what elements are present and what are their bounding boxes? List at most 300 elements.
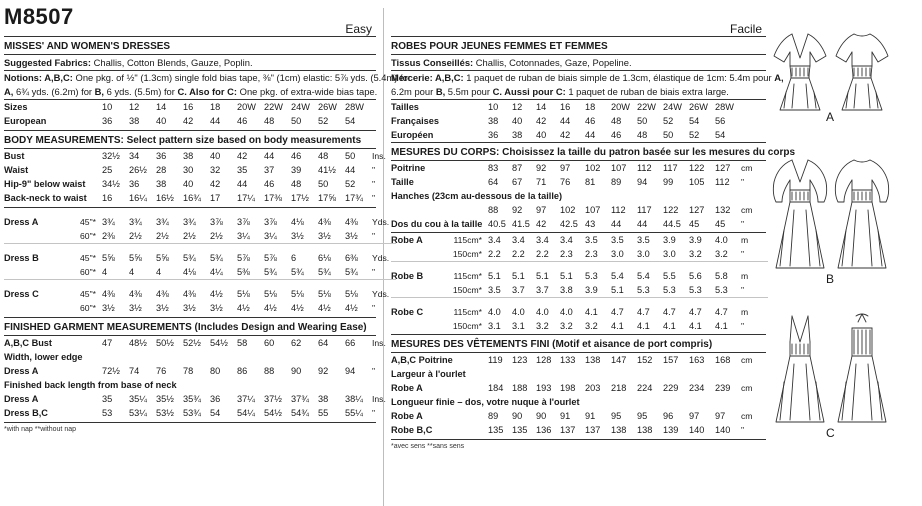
fabric-width: 60"* bbox=[80, 303, 96, 313]
value-cell: 35 bbox=[102, 394, 113, 404]
value-cell: 5.3 bbox=[689, 283, 715, 298]
value-cell: 5⅛ bbox=[291, 289, 304, 299]
value-cell: 4.1 bbox=[715, 321, 728, 331]
row-label: Françaises bbox=[391, 116, 440, 126]
value-cell: 40 bbox=[156, 116, 167, 126]
row-label: Finished back length from base of neck bbox=[4, 380, 177, 390]
table-row bbox=[391, 203, 768, 217]
table-row bbox=[4, 100, 396, 114]
row-label: Robe A bbox=[391, 235, 423, 245]
value-cell: 50 bbox=[345, 151, 356, 161]
rule bbox=[4, 54, 376, 55]
dress-sketch-svg bbox=[770, 30, 918, 506]
notions-line-1 bbox=[391, 71, 784, 85]
value-cell: 14 bbox=[536, 102, 547, 112]
value-cell: 4⅜ bbox=[156, 289, 169, 299]
value-cell: 64 bbox=[488, 177, 499, 187]
finished-measurements-table bbox=[4, 336, 396, 420]
value-cell: 53½ bbox=[156, 408, 174, 418]
value-cell: 4½ bbox=[210, 289, 223, 299]
size-table bbox=[391, 100, 768, 142]
row-label: Poitrine bbox=[391, 163, 426, 173]
value-cell: 5¾ bbox=[183, 253, 196, 263]
value-cell: 44 bbox=[345, 165, 356, 175]
fabrics-line bbox=[391, 56, 766, 70]
value-cell: 3.2 bbox=[585, 321, 598, 331]
value-cell: 80 bbox=[210, 366, 221, 376]
value-cell: 4.7 bbox=[611, 307, 624, 317]
unit-cell: Ins. bbox=[372, 338, 386, 348]
value-cell: 6⅛ bbox=[318, 253, 331, 263]
size-table bbox=[4, 100, 396, 128]
unit-cell: m bbox=[741, 271, 749, 281]
value-cell: 26W bbox=[689, 102, 708, 112]
value-cell: 127 bbox=[715, 163, 731, 173]
value-cell: 137 bbox=[585, 425, 601, 435]
value-cell: 62 bbox=[291, 338, 302, 348]
table-row bbox=[391, 409, 768, 423]
row-label: Dress A bbox=[4, 366, 39, 376]
value-cell: 28 bbox=[156, 165, 167, 175]
table-row bbox=[4, 350, 396, 364]
value-cell: 71 bbox=[536, 177, 547, 187]
value-cell: 48 bbox=[637, 130, 648, 140]
dress-b-front-sketch bbox=[773, 160, 826, 268]
value-cell: 5.6 bbox=[689, 271, 702, 281]
value-cell: 66 bbox=[345, 338, 356, 348]
value-cell: 20W bbox=[237, 102, 256, 112]
value-cell: 4¼ bbox=[210, 265, 237, 280]
view-b-label: B bbox=[826, 272, 835, 286]
notions-label: Mercerie: A,B,C: bbox=[391, 72, 464, 83]
value-cell: 184 bbox=[488, 383, 504, 393]
value-cell: 92 bbox=[318, 366, 329, 376]
table-row bbox=[391, 319, 768, 333]
value-cell: 168 bbox=[715, 355, 731, 365]
value-cell: 3⅞ bbox=[237, 217, 250, 227]
unit-cell: Ins. bbox=[372, 151, 386, 161]
value-cell: 92 bbox=[536, 163, 547, 173]
unit-cell: " bbox=[741, 321, 745, 331]
value-cell: 3.5 bbox=[637, 235, 650, 245]
spacer-row bbox=[4, 280, 396, 288]
value-cell: 22W bbox=[637, 102, 656, 112]
value-cell: 5⅝ bbox=[129, 253, 142, 263]
value-cell: 52 bbox=[318, 116, 329, 126]
notions-text: 5.5m pour bbox=[445, 86, 493, 97]
spacer-cell bbox=[4, 244, 396, 252]
value-cell: 41.5 bbox=[512, 219, 530, 229]
rule bbox=[391, 334, 766, 335]
value-cell: 4.7 bbox=[663, 307, 676, 317]
value-cell: 43 bbox=[585, 219, 596, 229]
fabric-width: 45"* bbox=[80, 217, 96, 227]
unit-cell: cm bbox=[741, 355, 753, 365]
table-row bbox=[4, 229, 396, 244]
value-cell: 5⅛ bbox=[264, 289, 277, 299]
value-cell: 5¾ bbox=[210, 253, 223, 263]
value-cell: 138 bbox=[637, 425, 653, 435]
row-label bbox=[4, 229, 66, 244]
table-row bbox=[4, 336, 396, 350]
value-cell: 41½ bbox=[318, 165, 336, 175]
notions-label: Notions: A,B,C: bbox=[4, 72, 73, 83]
row-label: Taille bbox=[391, 177, 414, 187]
value-cell: 5.3 bbox=[637, 283, 663, 298]
value-cell: 52½ bbox=[183, 338, 201, 348]
value-cell: 53 bbox=[102, 408, 113, 418]
value-cell: 3¾ bbox=[129, 217, 142, 227]
value-cell: 3.4 bbox=[488, 235, 501, 245]
notions-text: 6.2m pour bbox=[391, 86, 436, 97]
value-cell: 55 bbox=[318, 408, 329, 418]
value-cell: 4.7 bbox=[637, 307, 650, 317]
body-measurements-table bbox=[391, 161, 768, 231]
value-cell: 123 bbox=[512, 355, 528, 365]
value-cell: 198 bbox=[560, 383, 576, 393]
row-label: Back-neck to waist bbox=[4, 193, 87, 203]
value-cell: 76 bbox=[156, 366, 167, 376]
value-cell: 40 bbox=[210, 151, 221, 161]
dress-a-back-sketch bbox=[836, 34, 888, 110]
value-cell: 17⅜ bbox=[264, 193, 282, 203]
value-cell: 3.5 bbox=[611, 235, 624, 245]
value-cell: 5¾ bbox=[264, 265, 291, 280]
unit-cell: cm bbox=[741, 383, 753, 393]
value-cell: 135 bbox=[488, 425, 504, 435]
row-label: Robe C bbox=[391, 307, 424, 317]
value-cell: 127 bbox=[689, 205, 705, 215]
value-cell: 38 bbox=[488, 116, 499, 126]
value-cell: 44 bbox=[637, 219, 648, 229]
value-cell: 102 bbox=[585, 163, 601, 173]
value-cell: 18 bbox=[585, 102, 596, 112]
row-label: Tailles bbox=[391, 102, 419, 112]
value-cell: 52 bbox=[689, 130, 700, 140]
value-cell: 42 bbox=[560, 130, 571, 140]
value-cell: 3.9 bbox=[689, 235, 702, 245]
value-cell: 107 bbox=[611, 163, 627, 173]
value-cell: 35 bbox=[237, 165, 248, 175]
value-cell: 2½ bbox=[183, 229, 210, 244]
spacer-cell bbox=[4, 280, 396, 288]
value-cell: 44.5 bbox=[663, 219, 681, 229]
value-cell: 5.1 bbox=[611, 283, 637, 298]
fabric-width: 150cm* bbox=[443, 247, 488, 262]
value-cell: 20W bbox=[611, 102, 630, 112]
unit-cell: " bbox=[372, 193, 376, 203]
table-row bbox=[391, 367, 768, 381]
table-row bbox=[4, 177, 396, 191]
fabrics-value: Challis, Cotonnades, Gaze, Popeline. bbox=[473, 57, 632, 68]
value-cell: 4.0 bbox=[715, 235, 728, 245]
value-cell: 94 bbox=[345, 366, 356, 376]
value-cell: 38 bbox=[183, 151, 194, 161]
value-cell: 128 bbox=[536, 355, 552, 365]
value-cell: 42 bbox=[183, 116, 194, 126]
value-cell: 133 bbox=[560, 355, 576, 365]
value-cell: 91 bbox=[560, 411, 571, 421]
value-cell: 3¼ bbox=[264, 229, 291, 244]
spacer-row bbox=[4, 244, 396, 252]
value-cell: 4⅛ bbox=[183, 265, 210, 280]
value-cell: 97 bbox=[715, 411, 726, 421]
row-label bbox=[391, 247, 443, 262]
value-cell: 38 bbox=[156, 179, 167, 189]
notions-bold: C. Aussi pour C: bbox=[492, 86, 566, 97]
value-cell: 24W bbox=[291, 102, 310, 112]
unit-cell: cm bbox=[741, 205, 753, 215]
value-cell: 135 bbox=[512, 425, 528, 435]
value-cell: 60 bbox=[264, 338, 275, 348]
value-cell: 3½ bbox=[345, 229, 372, 244]
value-cell: 4.7 bbox=[689, 307, 702, 317]
notions-bold: B, bbox=[435, 86, 446, 97]
value-cell: 48 bbox=[611, 116, 622, 126]
value-cell: 4.0 bbox=[512, 307, 525, 317]
value-cell: 54 bbox=[715, 130, 726, 140]
value-cell: 99 bbox=[663, 177, 674, 187]
value-cell: 2.2 bbox=[512, 247, 536, 262]
value-cell: 86 bbox=[237, 366, 248, 376]
value-cell: 26½ bbox=[129, 165, 147, 175]
value-cell: 42 bbox=[237, 151, 248, 161]
value-cell: 5.4 bbox=[611, 271, 624, 281]
spacer-cell bbox=[391, 298, 768, 306]
value-cell: 4.1 bbox=[663, 321, 676, 331]
table-row bbox=[391, 161, 768, 175]
value-cell: 17 bbox=[210, 193, 221, 203]
value-cell: 112 bbox=[637, 163, 652, 173]
rule bbox=[391, 54, 766, 55]
value-cell: 89 bbox=[611, 177, 622, 187]
unit-cell: " bbox=[372, 408, 376, 418]
unit-cell: " bbox=[741, 177, 745, 187]
row-label: A,B,C Bust bbox=[4, 338, 52, 348]
value-cell: 2.2 bbox=[488, 247, 512, 262]
unit-cell: cm bbox=[741, 163, 753, 173]
dress-c-front-sketch bbox=[776, 316, 824, 422]
body-measurements-table bbox=[4, 149, 396, 205]
difficulty-label: Easy bbox=[345, 22, 372, 36]
fabrics-label: Suggested Fabrics: bbox=[4, 57, 91, 68]
value-cell: 44 bbox=[585, 130, 596, 140]
value-cell: 3½ bbox=[156, 303, 169, 313]
value-cell: 50 bbox=[291, 116, 302, 126]
value-cell: 40.5 bbox=[488, 219, 506, 229]
value-cell: 10 bbox=[102, 102, 113, 112]
value-cell: 3¾ bbox=[156, 217, 169, 227]
dress-b-back-sketch bbox=[835, 160, 888, 268]
value-cell: 50 bbox=[663, 130, 674, 140]
value-cell: 78 bbox=[183, 366, 194, 376]
row-label: Sizes bbox=[4, 102, 28, 112]
row-label: Waist bbox=[4, 165, 29, 175]
notions-line-2 bbox=[391, 85, 766, 99]
value-cell: 18 bbox=[210, 102, 221, 112]
value-cell: 90 bbox=[536, 411, 547, 421]
value-cell: 4.1 bbox=[637, 321, 650, 331]
pattern-title: MISSES' AND WOMEN'S DRESSES bbox=[4, 41, 171, 52]
value-cell: 112 bbox=[715, 177, 730, 187]
value-cell: 3.0 bbox=[637, 247, 663, 262]
table-row bbox=[4, 149, 396, 163]
value-cell: 5.8 bbox=[715, 271, 728, 281]
table-row bbox=[4, 392, 396, 406]
value-cell: 90 bbox=[291, 366, 302, 376]
value-cell: 44 bbox=[237, 179, 248, 189]
row-label: European bbox=[4, 116, 47, 126]
unit-cell: " bbox=[741, 247, 768, 262]
value-cell: 6⅜ bbox=[345, 253, 358, 263]
value-cell: 44 bbox=[264, 151, 275, 161]
table-row bbox=[4, 251, 396, 265]
value-cell: 38 bbox=[512, 130, 523, 140]
notions-bold: A, bbox=[774, 72, 784, 83]
value-cell: 188 bbox=[512, 383, 528, 393]
table-row bbox=[391, 189, 768, 203]
value-cell: 138 bbox=[611, 425, 627, 435]
rule bbox=[4, 422, 376, 423]
table-row bbox=[391, 423, 768, 437]
footnote: *avec sens **sans sens bbox=[391, 443, 465, 450]
value-cell: 3.7 bbox=[536, 283, 560, 298]
row-label: Robe B bbox=[391, 271, 424, 281]
value-cell: 5.1 bbox=[488, 271, 501, 281]
value-cell: 97 bbox=[689, 411, 700, 421]
value-cell: 89 bbox=[488, 411, 499, 421]
value-cell: 50 bbox=[318, 179, 329, 189]
value-cell: 163 bbox=[689, 355, 705, 365]
value-cell: 90 bbox=[512, 411, 523, 421]
value-cell: 4.7 bbox=[715, 307, 728, 317]
table-row bbox=[4, 378, 396, 392]
value-cell: 37¼ bbox=[237, 394, 255, 404]
value-cell: 4 bbox=[102, 265, 129, 280]
value-cell: 4.1 bbox=[585, 307, 598, 317]
value-cell: 38 bbox=[129, 116, 140, 126]
row-label bbox=[391, 319, 443, 333]
fabrics-line bbox=[4, 56, 376, 70]
value-cell: 4.1 bbox=[689, 321, 702, 331]
row-label: Robe B,C bbox=[391, 425, 433, 435]
finished-measurements-title: MESURES DES VÊTEMENTS FINI (Motif et aisance de port compris) bbox=[391, 339, 713, 350]
value-cell: 64 bbox=[318, 338, 329, 348]
value-cell: 92 bbox=[512, 205, 523, 215]
fabric-width: 115cm* bbox=[453, 235, 482, 245]
value-cell: 239 bbox=[715, 383, 731, 393]
table-row bbox=[391, 114, 768, 128]
notions-line-2 bbox=[4, 85, 376, 99]
unit-cell: " bbox=[372, 179, 376, 189]
value-cell: 3⅞ bbox=[264, 217, 277, 227]
table-row bbox=[391, 128, 768, 142]
value-cell: 3.5 bbox=[488, 283, 512, 298]
value-cell: 4.0 bbox=[488, 307, 501, 317]
unit-cell: m bbox=[741, 235, 749, 245]
value-cell: 122 bbox=[689, 163, 705, 173]
value-cell: 157 bbox=[663, 355, 679, 365]
value-cell: 53¾ bbox=[183, 408, 201, 418]
value-cell: 4½ bbox=[237, 303, 250, 313]
value-cell: 54 bbox=[210, 408, 221, 418]
value-cell: 34½ bbox=[102, 179, 120, 189]
table-row bbox=[4, 215, 396, 229]
table-row bbox=[391, 233, 768, 247]
value-cell: 95 bbox=[637, 411, 648, 421]
value-cell: 2.3 bbox=[560, 247, 585, 262]
value-cell: 42 bbox=[210, 179, 221, 189]
value-cell: 48 bbox=[264, 116, 275, 126]
spacer-row bbox=[4, 208, 396, 215]
value-cell: 46 bbox=[585, 116, 596, 126]
value-cell: 3.2 bbox=[560, 321, 573, 331]
table-row bbox=[4, 191, 396, 205]
value-cell: 54¼ bbox=[237, 408, 255, 418]
value-cell: 5¾ bbox=[291, 265, 318, 280]
unit-cell: " bbox=[372, 165, 376, 175]
value-cell: 3½ bbox=[129, 303, 142, 313]
row-label: Longueur finie – dos, votre nuque à l'ourlet bbox=[391, 397, 580, 407]
value-cell: 32 bbox=[210, 165, 221, 175]
fabric-width: 60"* bbox=[66, 265, 102, 280]
value-cell: 6 bbox=[291, 253, 297, 263]
unit-cell: " bbox=[372, 366, 376, 376]
value-cell: 16¾ bbox=[183, 193, 201, 203]
unit-cell bbox=[741, 114, 768, 128]
value-cell: 4⅜ bbox=[102, 289, 115, 299]
value-cell: 22W bbox=[264, 102, 283, 112]
value-cell: 234 bbox=[689, 383, 705, 393]
value-cell: 40 bbox=[183, 179, 194, 189]
value-cell: 12 bbox=[129, 102, 140, 112]
value-cell: 229 bbox=[663, 383, 679, 393]
value-cell: 4⅜ bbox=[318, 217, 331, 227]
view-c-label: C bbox=[826, 426, 835, 440]
value-cell: 5⅝ bbox=[102, 253, 115, 263]
value-cell: 46 bbox=[611, 130, 622, 140]
value-cell: 4.1 bbox=[611, 321, 624, 331]
value-cell: 138 bbox=[585, 355, 601, 365]
value-cell: 5.5 bbox=[663, 271, 676, 281]
value-cell: 37¾ bbox=[291, 394, 309, 404]
value-cell: 117 bbox=[637, 205, 652, 215]
value-cell: 53¼ bbox=[129, 408, 147, 418]
table-row bbox=[4, 364, 396, 378]
table-row bbox=[391, 175, 768, 189]
value-cell: 76 bbox=[560, 177, 571, 187]
value-cell: 94 bbox=[637, 177, 648, 187]
fabric-width: 115cm* bbox=[453, 307, 482, 317]
value-cell: 96 bbox=[663, 411, 674, 421]
value-cell: 46 bbox=[237, 116, 248, 126]
row-label: Hip-9" below waist bbox=[4, 179, 86, 189]
table-row bbox=[4, 301, 396, 315]
value-cell: 36 bbox=[156, 151, 167, 161]
value-cell: 4⅜ bbox=[183, 289, 196, 299]
dress-c-back-sketch bbox=[838, 314, 886, 422]
unit-cell: Yds. bbox=[372, 289, 390, 299]
table-row bbox=[391, 305, 768, 319]
unit-cell bbox=[741, 128, 768, 142]
unit-cell: Ins. bbox=[372, 394, 386, 404]
value-cell: 47 bbox=[102, 338, 113, 348]
table-row bbox=[4, 114, 396, 128]
value-cell: 16 bbox=[560, 102, 571, 112]
notions-bold: C. Also for C: bbox=[177, 86, 238, 97]
value-cell: 55¼ bbox=[345, 408, 363, 418]
value-cell: 95 bbox=[611, 411, 622, 421]
